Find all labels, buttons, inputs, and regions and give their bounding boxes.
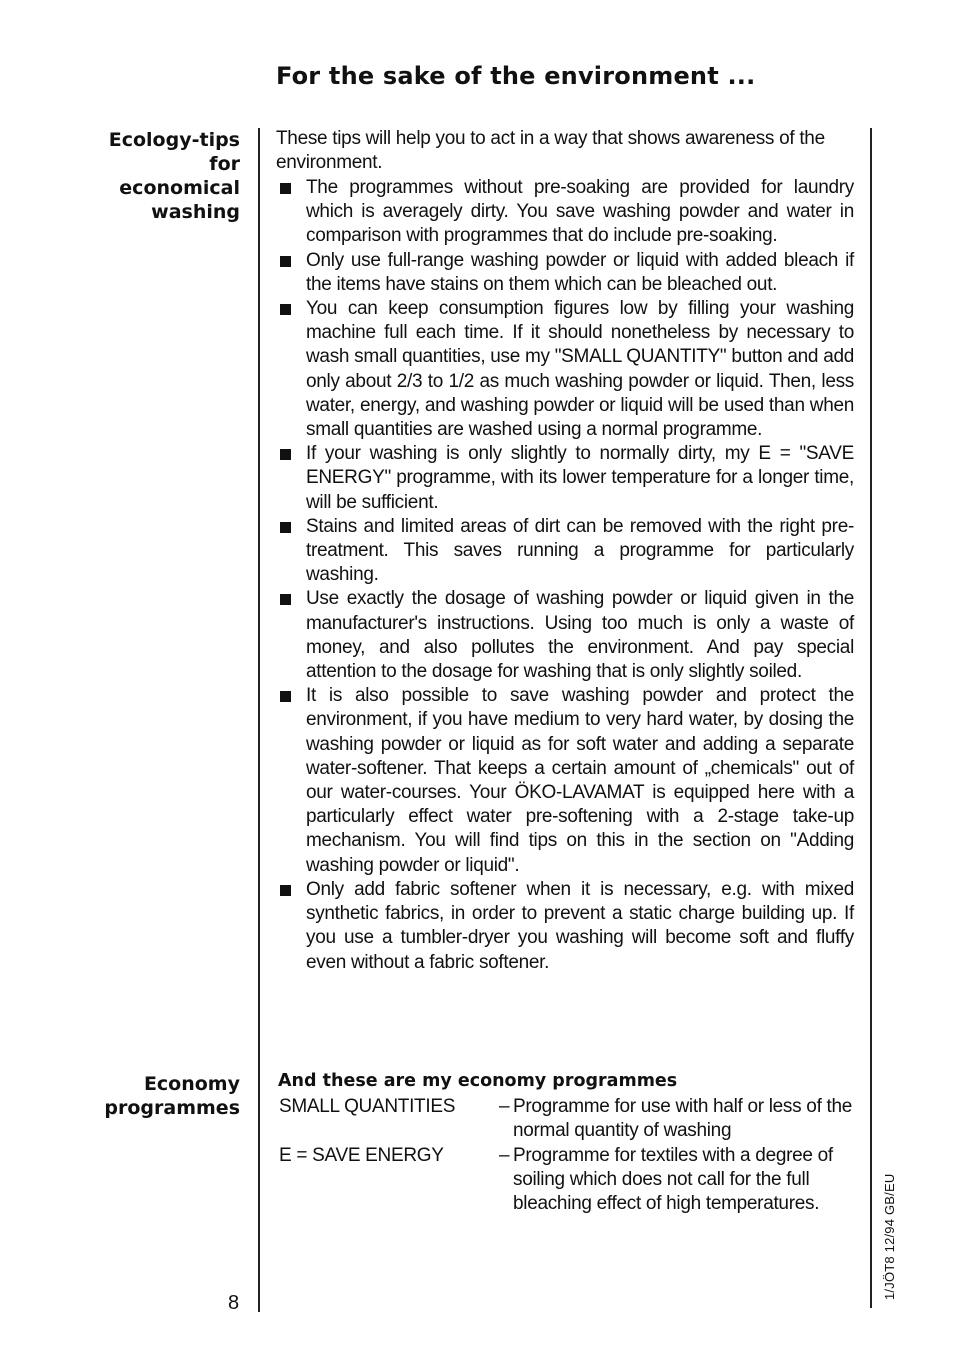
- tip-text: It is also possible to save washing powder and protect the environment, if you have medium to very hard water, by dosing the washing powder or liquid as for soft water and adding a separate water-softener. That keeps a certain amount of „chemicals" out of our water-courses. Your ÖKO-LAVAMAT is equipped here with a particularly effect water pre-softening with a 2-stage take-up mechanism. You will find tips on this in the section on "Adding washing powder or liquid".: [306, 685, 854, 876]
- document-code: 1/JÖT8 12/94 GB/EU: [882, 1173, 897, 1300]
- programme-name: SMALL QUANTITIES: [279, 1096, 456, 1117]
- tip-text: You can keep consumption figures low by filling your washing machine full each time. If it should nonetheless by necessary to wash small quantities, use my "SMALL QUANTITY" button and add only about 2/3 to 1/2 as much washing powder or liquid. Then, less water, energy, and washing powder or liquid will be used than when small quantities are washed using a normal programme.: [306, 298, 854, 441]
- programme-name: E = SAVE ENERGY: [279, 1145, 444, 1166]
- right-column-rule: [870, 128, 872, 1308]
- programme-description: [499, 1144, 855, 1217]
- list-item: [276, 249, 854, 297]
- square-bullet-icon: [280, 691, 291, 702]
- square-bullet-icon: [280, 183, 291, 194]
- list-item: [276, 442, 854, 515]
- programme-description-text: Programme for use with half or less of the normal quantity of washing: [513, 1096, 853, 1142]
- tip-text: Stains and limited areas of dirt can be removed with the right pre-treatment. This saves running a programme for particularly washing.: [306, 515, 854, 586]
- programme-description: [499, 1095, 855, 1143]
- tip-text: The programmes without pre-soaking are provided for laundry which is averagely dirty. You save washing powder and water in comparison with programmes that do include pre-soaking.: [306, 177, 854, 247]
- tip-text: If your washing is only slightly to normally dirty, my E = "SAVE ENERGY" programme, with its lower temperature for a longer time, will be sufficient.: [306, 443, 854, 513]
- dash: –: [499, 1145, 510, 1166]
- intro-paragraph: These tips will help you to act in a way that shows awareness of the environment.: [276, 128, 825, 174]
- list-item: [276, 587, 854, 684]
- list-item: [276, 176, 854, 249]
- left-column-rule: [258, 128, 260, 1312]
- economy-section-heading: And these are my economy programmes: [278, 1071, 678, 1091]
- page-number: 8: [228, 1292, 240, 1314]
- square-bullet-icon: [280, 256, 291, 267]
- square-bullet-icon: [280, 594, 291, 605]
- square-bullet-icon: [280, 885, 291, 896]
- economy-heading-line: programmes: [104, 1097, 240, 1119]
- ecology-heading-line: washing: [151, 201, 240, 223]
- square-bullet-icon: [280, 304, 291, 315]
- list-item: [276, 515, 854, 588]
- programme-description-text: Programme for textiles with a degree of soiling which does not call for the full bleaching effect of high temperatures.: [513, 1145, 833, 1215]
- economy-heading-line: Economy: [143, 1073, 240, 1095]
- list-item: [276, 878, 854, 975]
- ecology-tips-heading: [109, 128, 240, 224]
- tip-text: Only add fabric softener when it is necessary, e.g. with mixed synthetic fabrics, in order to prevent a static charge building up. If you use a tumbler-dryer you washing will become soft and fluffy even without a fabric softener.: [306, 878, 854, 973]
- tip-text: Use exactly the dosage of washing powder or liquid given in the manufacturer's instructions. Using too much is only a waste of money, and also pollutes the environment. And pay special attention to the dosage for washing that is only slightly soiled.: [306, 588, 854, 683]
- square-bullet-icon: [280, 449, 291, 460]
- square-bullet-icon: [280, 522, 291, 533]
- ecology-tips-list: [276, 176, 854, 975]
- dash: –: [499, 1096, 510, 1117]
- ecology-heading-line: economical: [119, 177, 240, 199]
- list-item: [276, 297, 854, 442]
- ecology-heading-line: for: [209, 153, 240, 175]
- ecology-heading-line: Ecology-tips: [108, 129, 240, 151]
- tip-text: Only use full-range washing powder or liquid with added bleach if the items have stains on them which can be bleached out.: [306, 249, 854, 295]
- page-title: For the sake of the environment ...: [276, 62, 756, 90]
- list-item: [276, 684, 854, 878]
- economy-programmes-heading: [104, 1072, 240, 1120]
